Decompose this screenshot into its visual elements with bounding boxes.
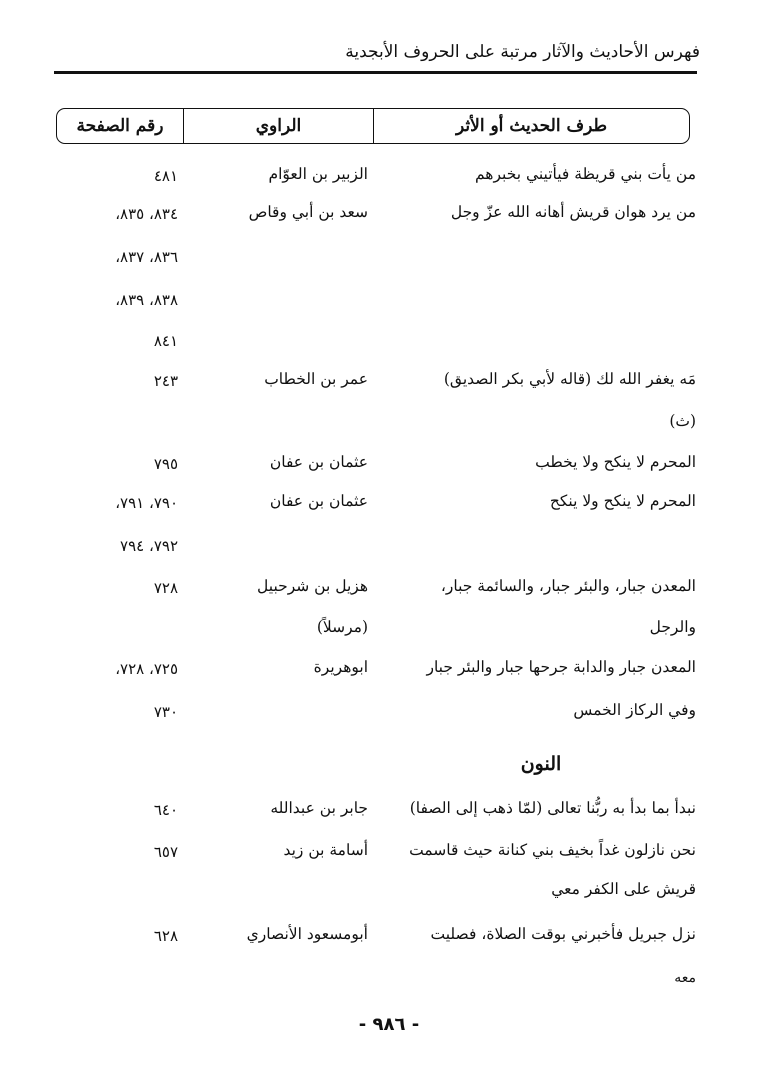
hadith-text: المحرم لا ينكح ولا ينكح — [549, 492, 696, 510]
hadith-text: المحرم لا ينكح ولا يخطب — [535, 453, 696, 471]
hadith-text: معه — [674, 970, 696, 986]
narrator-name: جابر بن عبدالله — [270, 799, 368, 817]
hadith-text: نحن نازلون غداً بخيف بني كنانة حيث قاسمت — [409, 841, 696, 859]
narrator-name: الزبير بن العوّام — [268, 165, 368, 183]
running-head: فهرس الأحاديث والآثار مرتبة على الحروف الأبجدية — [345, 42, 700, 62]
column-header-narrator: الراوي — [255, 116, 302, 136]
narrator-name: عمر بن الخطاب — [264, 370, 368, 388]
page-refs: ٧٢٥، ٧٢٨، — [115, 660, 178, 678]
page-refs: ٦٤٠ — [153, 801, 178, 819]
hadith-text: مَه يغفر الله لك (قاله لأبي بكر الصديق) — [443, 370, 696, 388]
hadith-text: وفي الركاز الخمس — [573, 701, 696, 719]
narrator-name: سعد بن أبي وقاص — [248, 203, 368, 221]
narrator-name: عثمان بن عفان — [269, 492, 368, 510]
hadith-text: نبدأ بما بدأ به ربُّنا تعالى (لمّا ذهب إلى الصفا) — [409, 799, 696, 817]
page-refs: ٦٢٨ — [153, 927, 178, 945]
narrator-name: (مرسلاً) — [316, 618, 368, 636]
column-header-hadith: طرف الحديث أو الأثر — [456, 116, 607, 136]
narrator-name: هزيل بن شرحبيل — [257, 577, 368, 595]
header-rule — [54, 71, 697, 74]
hadith-text: من يأت بني قريظة فيأتيني بخبرهم — [474, 165, 696, 183]
page-refs: ٧٣٠ — [153, 703, 178, 721]
page-refs: ٧٩٢، ٧٩٤ — [120, 537, 178, 555]
hadith-text: المعدن جبار والدابة جرحها جبار والبئر جبار — [426, 658, 696, 676]
hadith-text: قريش على الكفر معي — [551, 880, 696, 898]
page-number: - ٩٨٦ - — [358, 1014, 420, 1035]
narrator-name: ابوهريرة — [313, 658, 368, 676]
page-refs: ٨٣٨، ٨٣٩، — [115, 291, 178, 309]
hadith-text: المعدن جبار، والبئر جبار، والسائمة جبار، — [440, 577, 696, 595]
narrator-name: عثمان بن عفان — [269, 453, 368, 471]
hadith-text: من يرد هوان قريش أهانه الله عزّ وجل — [450, 203, 696, 221]
section-title: النون — [520, 753, 562, 775]
page-refs: ٧٩٠، ٧٩١، — [115, 494, 178, 512]
narrator-name: أسامة بن زيد — [283, 841, 368, 859]
page-refs: ٧٩٥ — [153, 455, 178, 473]
page-refs: ٦٥٧ — [153, 843, 178, 861]
page-refs: ٤٨١ — [153, 167, 178, 185]
page-refs: ٨٣٦، ٨٣٧، — [115, 248, 178, 266]
column-header-box — [56, 108, 690, 144]
hadith-text: (ث) — [669, 412, 696, 430]
page-refs: ٢٤٣ — [153, 372, 178, 390]
column-header-page: رقم الصفحة — [76, 116, 164, 136]
hadith-text: نزل جبريل فأخبرني بوقت الصلاة، فصليت — [430, 925, 696, 943]
page-refs: ٧٢٨ — [153, 579, 178, 597]
narrator-name: أبومسعود الأنصاري — [246, 925, 368, 943]
page-refs: ٨٤١ — [153, 332, 178, 350]
hadith-text: والرجل — [649, 618, 696, 636]
page-refs: ٨٣٤، ٨٣٥، — [115, 205, 178, 223]
